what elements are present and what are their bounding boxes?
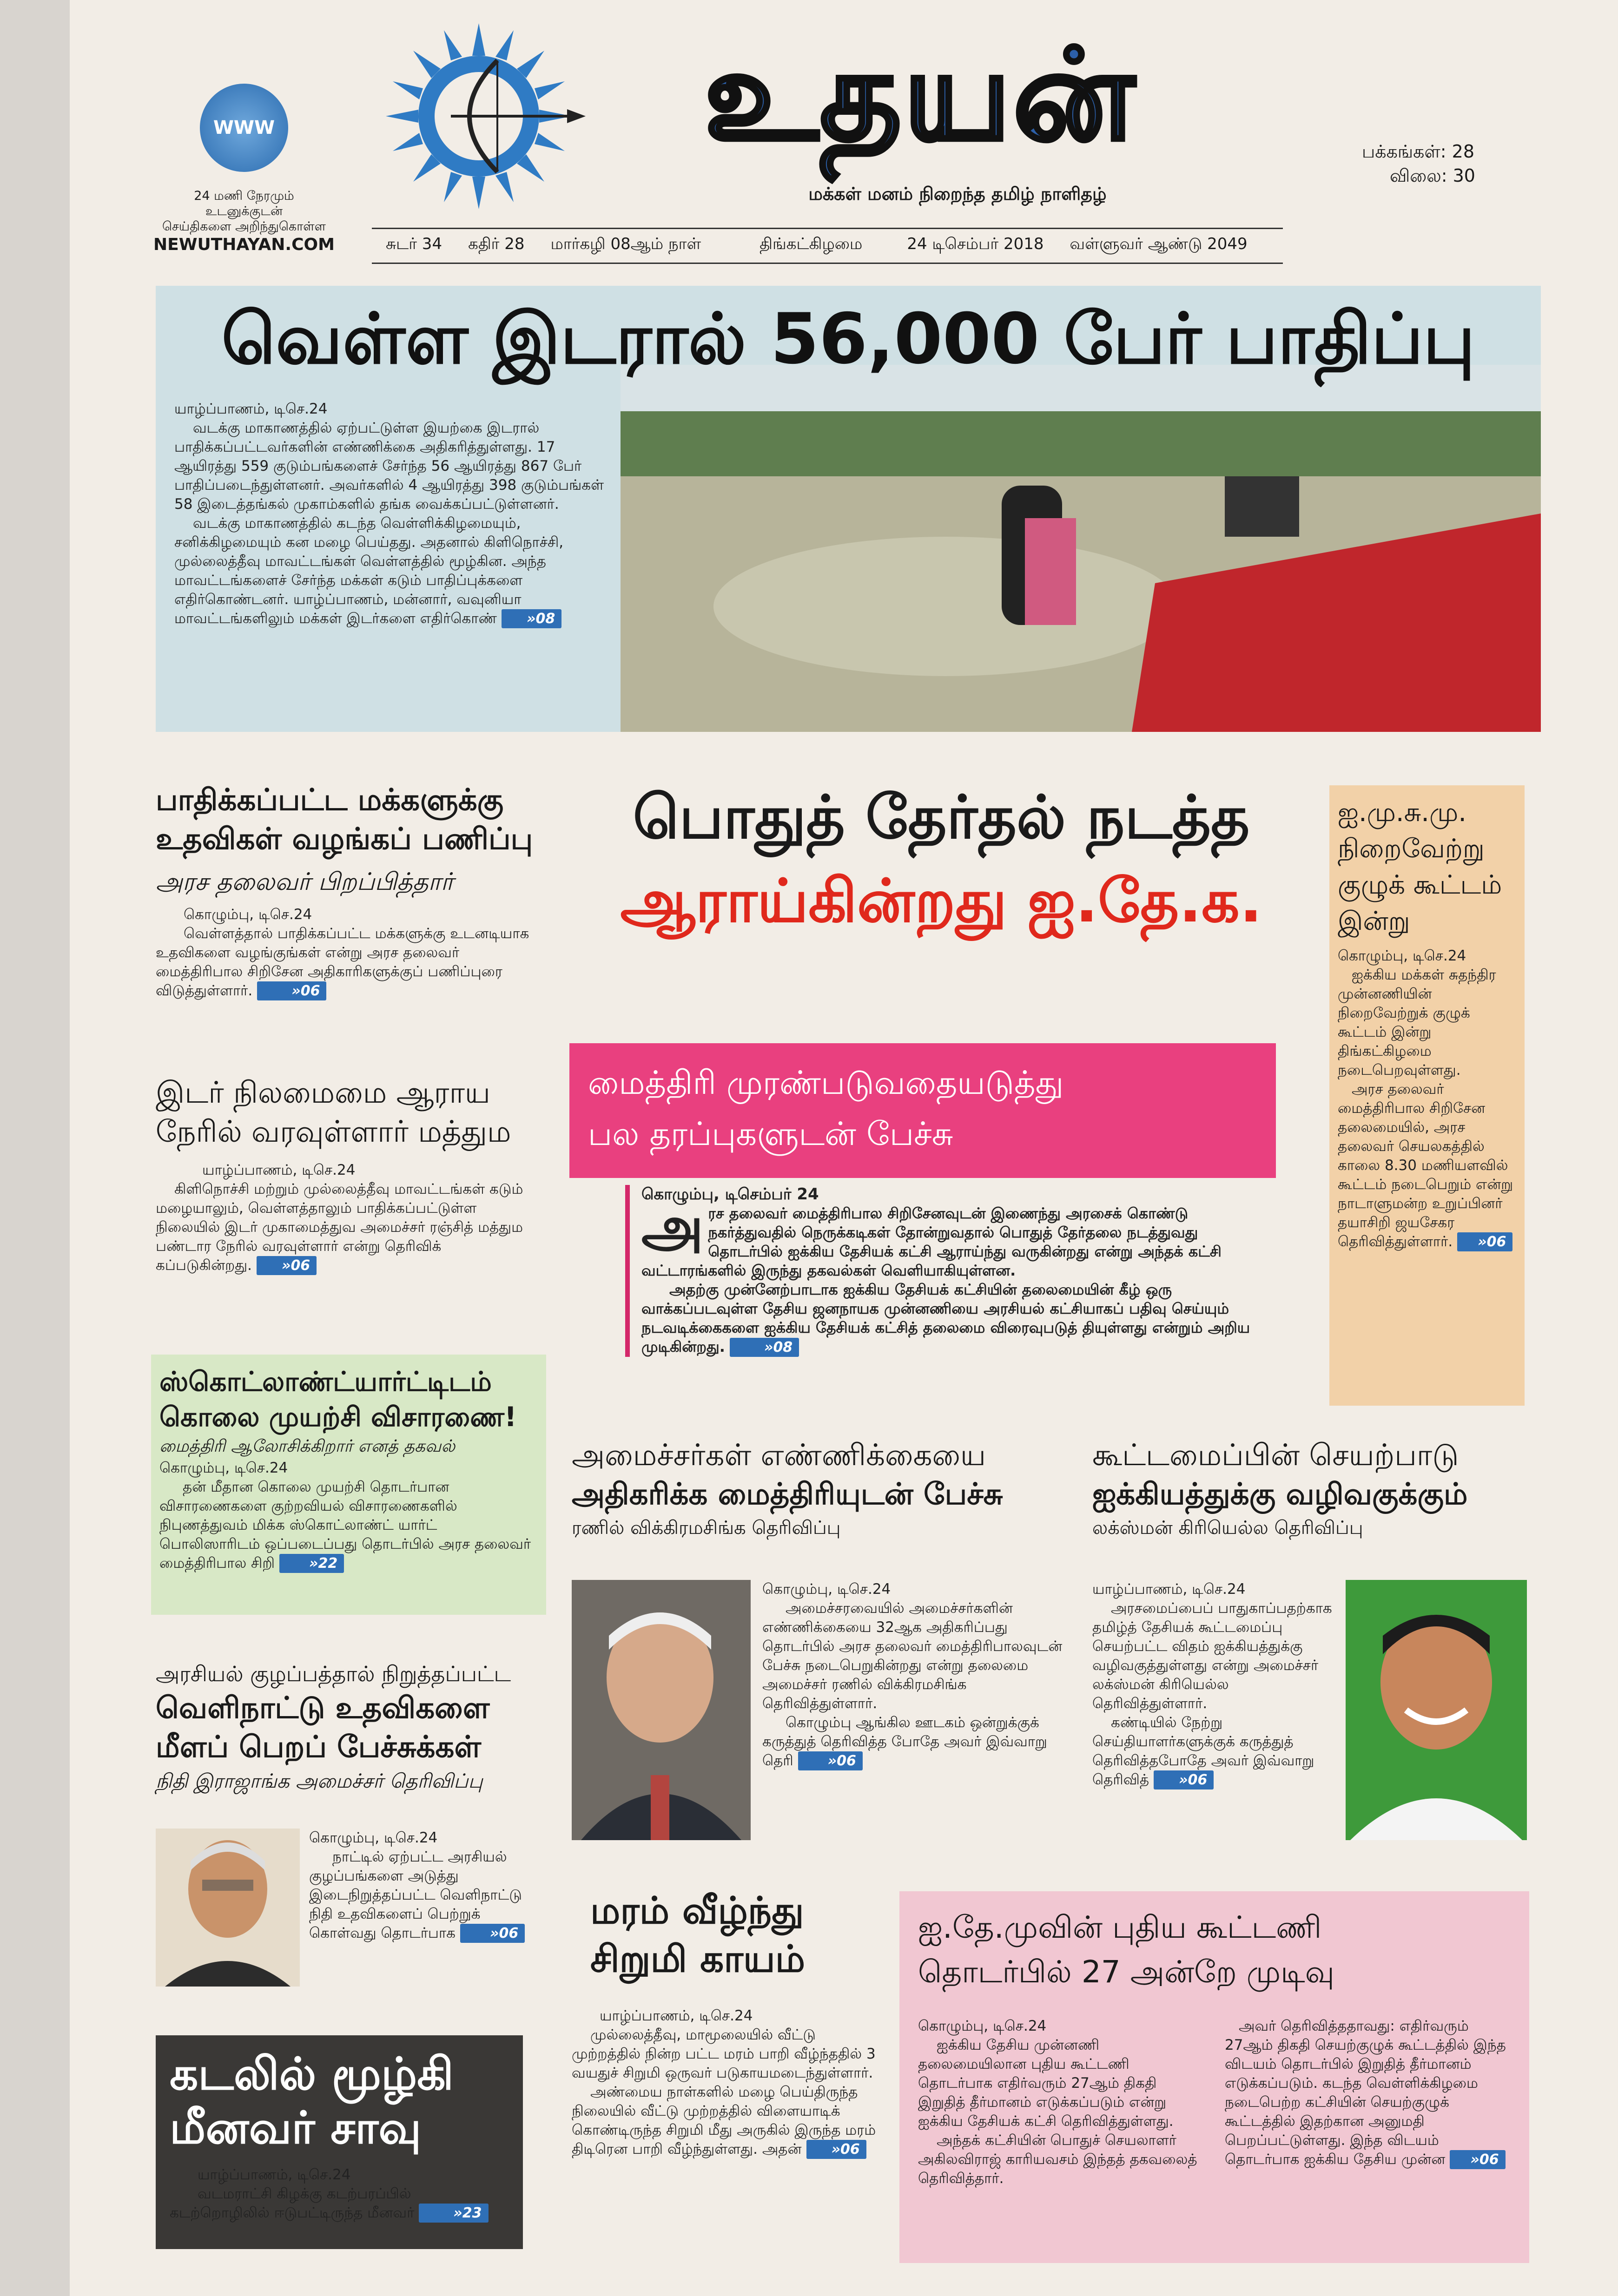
lead-body: வடக்கு மாகாணத்தில் ஏற்பட்டுள்ள இயற்கை இடரால் பாதிக்கப்பட்டவர்களின் எண்ணிக்கை அதிகரித்துள்ளது. 17 ஆயிரத்து 559 குடும்பங்களைச் சேர்ந்த 56 ஆயிரத்து 867 பேர் பாதிப்படைந்துள்ளனர். அவர்களில் 4 ஆயிரத்து 398 குடும்பங்கள் 58 இடைத்தங்கல் முகாம்களில் தங்க வைக்கப்பட்டுள்ளனர். [174, 420, 604, 513]
center-story-continue-link[interactable]: »08 [730, 1338, 799, 1357]
mid-story-2: கூட்டமைப்பின் செயற்பாடு ஐக்கியத்துக்கு வழிவகுக்கும் லக்ஸ்மன் கிரியெல்ல தெரிவிப்பு [1092, 1438, 1468, 1539]
minister-photo [156, 1829, 300, 1987]
left-story-5-text: யாழ்ப்பாணம், டிசெ.24 வடமராட்சி கிழக்கு கடற்பரப்பில் கடற்றொழிலில் ஈடுபட்டிருந்த மீனவர் »23 [156, 2165, 523, 2223]
mid-story-1-continue-link[interactable]: »06 [798, 1751, 863, 1770]
right-story-1-continue-link[interactable]: »06 [1457, 1232, 1512, 1251]
price-box [1362, 139, 1475, 188]
lead-continue-link[interactable]: »08 [502, 609, 561, 628]
sun-bow-logo-icon [381, 19, 600, 214]
website-link[interactable]: NEWUTHAYAN.COM [153, 235, 335, 254]
left-story-3: ஸ்கொட்லாண்ட்யார்ட்டிடம் கொலை முயற்சி விசாரணை! மைத்திரி ஆலோசிக்கிறார் எனத் தகவல் கொழும்பு, டிசெ.24 தன் மீதான கொலை முயற்சி தொடர்பான விசாரணைகளை குற்றவியல் விசாரணைகளில் நிபுணத்துவம் மிக்க ஸ்கொட்லாண்ட் யார்ட் பொலிஸாரிடம் ஒப்படைப்பது தொடர்பில் அரச தலைவர் மைத்திரிபால சிறி »22 [151, 1355, 546, 1615]
lead-story [156, 286, 1541, 732]
center-headline-2: ஆராய்கின்றது ஐ.தே.க. [620, 867, 1262, 936]
lead-text [174, 400, 616, 628]
mid-story-4: ஐ.தே.முவின் புதிய கூட்டணி தொடர்பில் 27 அன்றே முடிவு கொழும்பு, டிசெ.24 ஐக்கிய தேசிய முன்னணி தலைமையிலான புதிய கூட்டணி தொடர்பாக எதிர்வரும் 27ஆம் திகதி இறுதித் தீர்மானம் எடுக்கப்படும் என்று ஐக்கிய தேசியக் கட்சி தெரிவித்துள்ளது. அந்தக் கட்சியின் பொதுச் செயலாளர் அகிலவிராஜ் காரியவசம் இந்தத் தகவலைத் தெரிவித்தார். அவர் தெரிவித்ததாவது: எதிர்வரும் 27ஆம் திகதி செயற்குழுக் கூட்டத்தில் இந்த விடயம் தொடர்பில் இறுதித் தீர்மானம் எடுக்கப்படும். கடந்த வெள்ளிக்கிழமை நடைபெற்ற கட்சியின் செயற்குழுக் கூட்டத்தில் இதற்கான அனுமதி பெறப்பட்டுள்ளது. இந்த விடயம் தொடர்பாக ஐக்கிய தேசிய முன்ன »06 [899, 1891, 1529, 2263]
mid-story-1: அமைச்சர்கள் எண்ணிக்கையை அதிகரிக்க மைத்திரியுடன் பேச்சு ரணில் விக்கிரமசிங்க தெரிவிப்பு [572, 1438, 1003, 1539]
web-label: WWW [213, 117, 275, 138]
web-globe-icon [200, 84, 288, 172]
center-story-text: கொழும்பு, டிசெம்பர் 24 அரச தலைவர் மைத்திரிபால சிறிசேனவுடன் இணைந்து அரசைக் கொண்டு நகர்த்துவதில் நெருக்கடிகள் தோன்றுவதால் பொதுத் தேர்தலை நடத்துவது தொடர்பில் ஐக்கிய தேசியக் கட்சி ஆராய்ந்து வருகின்றது என்று அந்தக் கட்சி வட்டாரங்களில் இருந்து தகவல்கள் வெளியாகியுள்ளன. அதற்கு முன்னேற்பாடாக ஐக்கிய தேசியக் கட்சியின் தலைமையின் கீழ் ஒரு வாக்கப்படவுள்ள தேசிய ஜனநாயக முன்னணியை அரசியல் கட்சியாகப் பதிவு செய்யும் நடவடிக்கைகளை ஐக்கிய தேசியக் கட்சித் தலைமை விரைவுபடுத் தியுள்ளது என்றும் அறிய முடிகின்றது. »08 [625, 1185, 1276, 1357]
left-story-2-continue-link[interactable]: »06 [257, 1256, 317, 1275]
lead-body-2: வடக்கு மாகாணத்தில் கடந்த வெள்ளிக்கிழமையும், சனிக்கிழமையும் கன மழை பெய்தது. அதனால் கிளிநொச்சி, முல்லைத்தீவு மாவட்டங்கள் வெள்ளத்தில் மூழ்கின. அந்த மாவட்டங்களைச் சேர்ந்த மக்கள் கடும் பாதிப்புக்களை எதிர்கொண்டனர். யாழ்ப்பாணம், மன்னார், வவுனியா மாவட்டங்களிலும் மக்கள் இடர்களை எதிர்கொண் »08 [174, 514, 616, 628]
newspaper-title: உதயன் [704, 22, 1137, 168]
page-count: பக்கங்கள்: 28 [1362, 141, 1475, 162]
left-story-4-text: கொழும்பு, டிசெ.24 நாட்டில் ஏற்பட்ட அரசியல் குழப்பங்களை அடுத்து இடைநிறுத்தப்பட்ட வெளிநாட்டு நிதி உதவிகளைப் பெற்றுக் கொள்வது தொடர்பாக »06 [309, 1829, 542, 1943]
mid-story-1-text: கொழும்பு, டிசெ.24 அமைச்சரவையில் அமைச்சர்களின் எண்ணிக்கையை 32ஆக அதிகரிப்பது தொடர்பில் அரச தலைவர் மைத்திரிபாலவுடன் பேச்சு நடைபெறுகின்றது என்று தலைமை அமைச்சர் ரணில் விக்கிரமசிங்க தெரிவித்துள்ளார். கொழும்பு ஆங்கில ஊடகம் ஒன்றுக்குக் கருத்துத் தெரிவித்த போதே அவர் இவ்வாறு தெரி »06 [762, 1580, 1074, 1770]
drop-cap: அ [641, 1195, 704, 1259]
left-story-3-continue-link[interactable]: »22 [279, 1554, 344, 1573]
left-story-1: பாதிக்கப்பட்ட மக்களுக்கு உதவிகள் வழங்கப் பணிப்பு அரச தலைவர் பிறப்பித்தார் கொழும்பு, டிசெ.24 வெள்ளத்தால் பாதிக்கப்பட்ட மக்களுக்கு உடனடியாக உதவிகளை வழங்குங்கள் என்று அரச தலைவர் மைத்திரிபால சிறிசேன அதிகாரிகளுக்குப் பணிப்புரை விடுத்துள்ளார். »06 [156, 781, 542, 1000]
center-headline-1: பொதுத் தேர்தல் நடத்த [633, 783, 1250, 852]
left-story-2: இடர் நிலமைமை ஆராய நேரில் வரவுள்ளார் மத்தும யாழ்ப்பாணம், டிசெ.24 கிளிநொச்சி மற்றும் முல்லைத்தீவு மாவட்டங்கள் கடும் மழையாலும், வெள்ளத்தாலும் பாதிக்கப்பட்டுள்ள நிலையில் இடர் முகாமைத்துவ அமைச்சர் ரஞ்சித் மத்தும பண்டார நேரில் வரவுள்ளார் என்று தெரிவிக் கப்படுகின்றது. »06 [156, 1073, 542, 1275]
ranil-photo [572, 1580, 751, 1840]
left-story-5: கடலில் மூழ்கி மீனவர் சாவு [156, 2035, 523, 2249]
left-story-5-continue-link[interactable]: »23 [419, 2204, 488, 2223]
mid-story-4-continue-link[interactable]: »06 [1450, 2150, 1505, 2169]
mid-story-2-continue-link[interactable]: »06 [1154, 1770, 1214, 1789]
kiriella-photo [1346, 1580, 1527, 1840]
flood-photo [621, 365, 1541, 732]
right-story-1: ஐ.மு.சு.மு. நிறைவேற்று குழுக் கூட்டம் இன்று கொழும்பு, டிசெ.24 ஐக்கிய மக்கள் சுதந்திர முன்னணியின் நிறைவேற்றுக் குழுக் கூட்டம் இன்று திங்கட்கிழமை நடைபெறவுள்ளது. அரச தலைவர் மைத்திரிபால சிறிசேன தலைமையில், அரச தலைவர் செயலகத்தில் காலை 8.30 மணியளவில் கூட்டம் நடைபெறும் என்று நாடாளுமன்ற உறுப்பினர் தயாசிறி ஜயசேகர தெரிவித்துள்ளார். »06 [1329, 785, 1525, 1406]
mid-story-3: மரம் வீழ்ந்து சிறுமி காயம் யாழ்ப்பாணம், டிசெ.24 முல்லைத்தீவு, மாமூலையில் வீட்டு முற்றத்தில் நின்ற பட்ட மரம் பாறி வீழ்ந்ததில் 3 வயதுச் சிறுமி ஒருவர் படுகாயமடைந்துள்ளார். அண்மைய நாள்களில் மழை பெய்திருந்த நிலையில் வீட்டு முற்றத்தில் விளையாடிக் கொண்டிருந்த சிறுமி மீது அருகில் இருந்த மரம் திடிரென பாறி வீழ்ந்துள்ளது. அதன் »06 [572, 1887, 878, 2159]
left-story-4: அரசியல் குழப்பத்தால் நிறுத்தப்பட்ட வெளிநாட்டு உதவிகளை மீளப் பெறப் பேச்சுக்கள் நிதி இராஜாங்க அமைச்சர் தெரிவிப்பு [156, 1661, 511, 1792]
center-banner: மைத்திரி முரண்படுவதையடுத்து பல தரப்புகளுடன் பேச்சு [569, 1043, 1276, 1178]
newspaper-tagline: மக்கள் மனம் நிறைந்த தமிழ் நாளிதழ் [808, 184, 1107, 204]
date-line-rule-top [372, 228, 1283, 229]
left-story-4-continue-link[interactable]: »06 [460, 1924, 525, 1943]
lead-headline: வெள்ள இடரால் 56,000 பேர் பாதிப்பு [221, 299, 1475, 380]
lead-dateline: யாழ்ப்பாணம், டிசெ.24 [174, 401, 328, 417]
date-line: சுடர் 34 கதிர் 28 மார்கழி 08ஆம் நாள் திங்கட்கிழமை 24 டிசெம்பர் 2018 வள்ளுவர் ஆண்டு 2049 [386, 235, 1248, 253]
date-line-rule-bottom [372, 263, 1283, 264]
web-tagline: 24 மணி நேரமும் உடனுக்குடன் செய்திகளை அறிந்துகொள்ள NEWUTHAYAN.COM [153, 189, 335, 254]
price: விலை: 30 [1390, 165, 1475, 186]
mid-story-2-text: யாழ்ப்பாணம், டிசெ.24 அரசமைப்பைப் பாதுகாப்பதற்காக தமிழ்த் தேசியக் கூட்டமைப்பு செயற்பட்ட விதம் ஐக்கியத்துக்கு வழிவகுத்துள்ளது என்று அமைச்சர் லக்ஸ்மன் கிரியெல்ல தெரிவித்துள்ளார். கண்டியில் நேற்று செய்தியாளர்களுக்குக் கருத்துத் தெரிவித்தபோதே அவர் இவ்வாறு தெரிவித் »06 [1092, 1580, 1339, 1789]
mid-story-3-continue-link[interactable]: »06 [806, 2140, 866, 2159]
left-story-1-continue-link[interactable]: »06 [257, 981, 326, 1000]
